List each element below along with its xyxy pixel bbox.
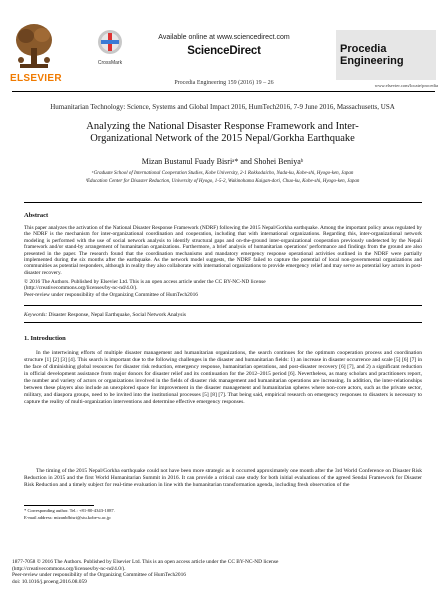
authors-line: Mizan Bustanul Fuady Bisriᵃ* and Shohei Beniyaᵇ	[141, 157, 304, 166]
footnote-corresponding-author: * Corresponding author. Tel.: +81-80-4343-1087.	[24, 508, 115, 513]
abstract-text: This paper analyzes the activation of the National Disaster Response Framework (NDRF) following the 2015 Nepal/Gorkha earthquake. Among the important policy areas regulated by the NDRF is the mechanism for inter-organizational coordination and cooperation, including that with international organizations. Regarding this, inter-organizational network modeling is performed with the use of social network analysis to identify structural gaps and on-the-ground inter-organizational cooperation previously undetected by the Nepali framework and/or stand-by arrangement of humanitarian organizations. Furthermore, a brief analysis of humanitarian operations' performance and findings from the ground are also presented in the paper. The research found that the coordination mechanisms and mandatory emergency response operational activities outlined in the NDRF were partially implemented during the six months after the earthquake. As the network model suggests, the NDRF failed to capture the potential of local non-governmental organizations and communities as potential responders, although in reality they also collaborate with international organizations to provide emergency relief and may serve as potential key actors in post-disaster recovery.	[24, 225, 422, 276]
abstract-top-rule	[24, 202, 422, 203]
footnote-email: E-mail address: mizanbfbisri@stu.kobe-u.ac.jp	[24, 515, 111, 520]
journal-url-link[interactable]: www.elsevier.com/locate/procedia	[374, 83, 438, 88]
crossmark-icon[interactable]	[96, 28, 124, 64]
keywords-top-rule	[24, 305, 422, 306]
title-line-2: Organizational Network of the 2015 Nepal/Gorkha Earthquake	[90, 133, 355, 144]
keywords-label: Keywords:	[24, 312, 48, 318]
publisher-name: ELSEVIER	[10, 73, 62, 84]
journal-reference: Procedia Engineering 159 (2016) 19 – 26	[174, 80, 274, 86]
journal-title: Procedia Engineering	[340, 43, 404, 67]
intro-paragraph-1: In the intertwining efforts of multiple disaster management and humanitarian organizations, the search continues for the optimum cooperation process and coordination structure [1] [2] [3] [4]. This search is important due to the following challenges in the disaster and humanitarian fields: 1) an increase in disaster occurrence and scale [5] [6] [7] in the face of diminishing global resources for disaster risk reduction, emergency response, humanitarian operations, and post-disaster recovery [6] [7], and 2) a significant reduction in official development assistance from major donors for disaster relief and its continuation for the 2012–2015 period [6]. Nevertheless, as many scholars and practitioners report, the number and variety of actors or organizations involved in the fields of disaster risk management and humanitarian operations are increasing. In addition, the inter-relationships between these players also include an unexplored space for improvement in the disaster management and humanitarian spheres where non-core actors, such as the private sector, military, and diaspora groups, need to be invited into the institutional processes [5] [8] [7]. That being said, empirical research on emergency responses to disasters is necessary to capture the reality of multi-organization interventions and determine effective emergency responses.	[24, 350, 422, 405]
copyright-line: © 2016 The Authors. Published by Elsevier Ltd. This is an open access article under the CC BY-NC-ND license	[24, 279, 266, 285]
article-title	[20, 121, 425, 145]
license-link[interactable]: (http://creativecommons.org/licenses/by-nc-nd/4.0/).	[24, 285, 138, 291]
footnote-rule	[24, 505, 94, 506]
affiliation-b: ᵇEducation Center for Disaster Reduction, University of Hyogo, 1-5-2, Wakinohama Kaigan-dori, Chuo-ku, Kobe-shi, Hyogo-ken, Japan	[85, 179, 360, 184]
keywords-bottom-rule	[24, 322, 422, 323]
conference-line: Humanitarian Technology: Science, Systems and Global Impact 2016, HumTech2016, 7-9 June 2016, Massachusetts, USA	[50, 103, 395, 111]
header-rule	[12, 91, 435, 92]
intro-paragraph-2: The timing of the 2015 Nepal/Gorkha earthquake could not have been more strategic as it occurred approximately one month after the 3rd World Conference on Disaster Risk Reduction in 2015 and the first World Humanitarian Summit in 2016. It can provide a critical case study for both initial evaluations of the agreed Sendai Framework for Disaster Risk Reduction and a timely subject for real-time evaluation in line with the humanitarian transformation agenda, including fresh observation of the	[24, 468, 422, 488]
elsevier-tree-logo	[12, 20, 56, 72]
abstract-heading: Abstract	[24, 212, 49, 219]
affiliation-a: ᵃGraduate School of International Cooperation Studies, Kobe University, 2-1 Rokkodaicho, Nada-ku, Kobe-shi, Hyogo-ken, Japan	[91, 171, 354, 176]
crossmark-label: CrossMark	[97, 60, 123, 66]
section-heading-introduction: 1. Introduction	[24, 335, 66, 342]
footer-doi[interactable]: doi: 10.1016/j.proeng.2016.08.059	[12, 578, 87, 585]
peer-review-line: Peer-review under responsibility of the Organizing Committee of HumTech2016	[24, 292, 198, 298]
sciencedirect-brand: ScienceDirect	[187, 45, 261, 57]
page-footer	[12, 559, 435, 585]
footer-issn-line: 1877-7058 © 2016 The Authors. Published by Elsevier Ltd. This is an open access article under the CC BY-NC-ND license	[12, 559, 279, 565]
footer-peer-review: Peer-review under responsibility of the Organizing Committee of HumTech2016	[12, 572, 186, 578]
footer-license-link[interactable]: (http://creativecommons.org/licenses/by-nc-nd/4.0/).	[12, 565, 126, 572]
title-line-1: Analyzing the National Disaster Response Framework and Inter-	[86, 121, 359, 132]
available-online-text: Available online at www.sciencedirect.com	[158, 34, 290, 41]
keywords-values: Disaster Response, Nepal Earthquake, Social Network Analysis	[47, 312, 186, 318]
keywords-line	[24, 312, 422, 318]
